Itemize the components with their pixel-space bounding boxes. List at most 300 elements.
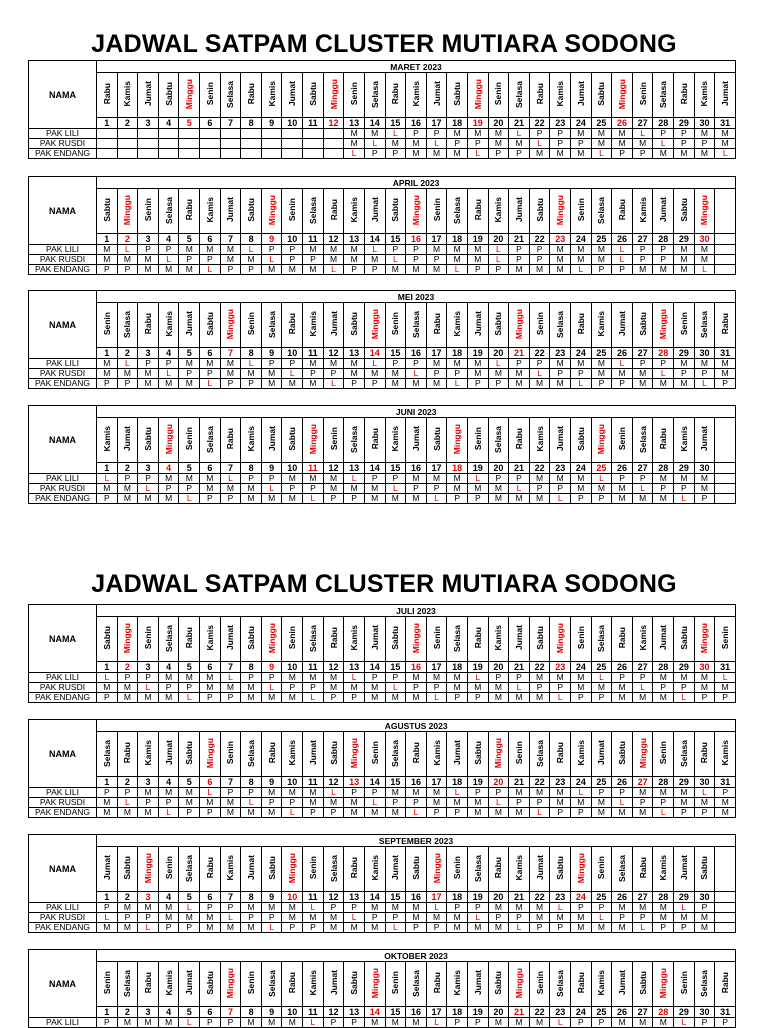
day-name-cell bbox=[529, 617, 550, 662]
date-cell: 19 bbox=[467, 1007, 488, 1018]
shift-cell: L bbox=[385, 255, 406, 265]
day-name: Senin bbox=[493, 82, 504, 106]
date-cell: 27 bbox=[632, 463, 653, 474]
guard-row bbox=[29, 788, 736, 798]
day-name: Senin bbox=[596, 856, 607, 880]
date-cell: 4 bbox=[158, 777, 179, 788]
shift-cell: P bbox=[694, 808, 715, 818]
day-name-cell bbox=[200, 732, 221, 777]
shift-cell: L bbox=[241, 798, 262, 808]
day-name-cell bbox=[447, 962, 468, 1007]
day-name: Senin bbox=[307, 856, 318, 880]
shift-cell: P bbox=[447, 808, 468, 818]
day-name: Senin bbox=[390, 312, 401, 336]
day-name-cell bbox=[550, 189, 571, 234]
guard-name: PAK ENDANG bbox=[29, 379, 97, 389]
shift-cell: L bbox=[220, 913, 241, 923]
day-name-cell bbox=[653, 73, 674, 118]
shift-cell: M bbox=[632, 903, 653, 913]
shift-cell: M bbox=[467, 255, 488, 265]
shift-cell: M bbox=[261, 1018, 282, 1028]
shift-cell: M bbox=[612, 139, 633, 149]
date-cell: 20 bbox=[488, 892, 509, 903]
date-cell: 31 bbox=[715, 348, 736, 359]
shift-cell: M bbox=[117, 923, 138, 933]
guard-name: PAK LILI bbox=[29, 359, 97, 369]
shift-cell: P bbox=[529, 359, 550, 369]
shift-cell: P bbox=[632, 913, 653, 923]
shift-cell: M bbox=[323, 673, 344, 683]
shift-cell: M bbox=[220, 798, 241, 808]
shift-cell: L bbox=[344, 474, 365, 484]
shift-cell: L bbox=[509, 129, 530, 139]
shift-cell: L bbox=[261, 923, 282, 933]
day-name: Jumat bbox=[287, 81, 298, 107]
day-name: Sabtu bbox=[493, 971, 504, 995]
day-name-cell bbox=[303, 847, 324, 892]
shift-cell: M bbox=[138, 788, 159, 798]
day-name-cell bbox=[261, 847, 282, 892]
shift-cell: P bbox=[653, 798, 674, 808]
date-cell: 23 bbox=[550, 118, 571, 129]
shift-cell: M bbox=[200, 245, 221, 255]
shift-cell bbox=[715, 265, 736, 275]
day-name-cell bbox=[323, 73, 344, 118]
day-name-cell bbox=[261, 303, 282, 348]
shift-cell: P bbox=[488, 149, 509, 159]
day-name: Jumat bbox=[184, 311, 195, 337]
shift-cell: M bbox=[406, 673, 427, 683]
day-name: Minggu bbox=[204, 737, 215, 769]
shift-cell: P bbox=[674, 129, 695, 139]
shift-cell: P bbox=[406, 923, 427, 933]
shift-cell: M bbox=[694, 484, 715, 494]
date-cell: 8 bbox=[241, 1007, 262, 1018]
shift-cell: M bbox=[488, 808, 509, 818]
shift-cell: M bbox=[179, 798, 200, 808]
shift-cell: M bbox=[426, 359, 447, 369]
shift-cell: M bbox=[426, 673, 447, 683]
shift-cell: M bbox=[220, 683, 241, 693]
day-name: Selasa bbox=[349, 425, 360, 453]
day-name: Senin bbox=[101, 312, 112, 336]
day-name-cell bbox=[323, 847, 344, 892]
day-name: Sabtu bbox=[143, 427, 154, 451]
date-cell: 7 bbox=[220, 234, 241, 245]
day-name-cell bbox=[550, 418, 571, 463]
shift-cell: M bbox=[200, 359, 221, 369]
date-cell: 12 bbox=[323, 1007, 344, 1018]
shift-cell: M bbox=[674, 149, 695, 159]
day-name: Minggu bbox=[225, 308, 236, 340]
date-cell: 1 bbox=[97, 777, 118, 788]
date-cell: 28 bbox=[653, 777, 674, 788]
shift-cell: P bbox=[261, 245, 282, 255]
day-name-cell bbox=[715, 962, 736, 1007]
day-name-cell bbox=[282, 732, 303, 777]
day-name: Sabtu bbox=[617, 741, 628, 765]
shift-cell: M bbox=[385, 1018, 406, 1028]
shift-cell: P bbox=[323, 693, 344, 703]
shift-cell: M bbox=[467, 359, 488, 369]
date-cell: 23 bbox=[550, 892, 571, 903]
day-name: Sabtu bbox=[534, 198, 545, 222]
shift-cell: P bbox=[571, 808, 592, 818]
day-name: Sabtu bbox=[204, 312, 215, 336]
date-cell: 9 bbox=[261, 118, 282, 129]
shift-cell: L bbox=[97, 673, 118, 683]
month-header: JULI 2023 bbox=[97, 605, 736, 617]
shift-cell: M bbox=[179, 245, 200, 255]
shift-cell: M bbox=[694, 255, 715, 265]
shift-cell: M bbox=[303, 798, 324, 808]
day-name: Kamis bbox=[493, 197, 504, 223]
day-name-cell bbox=[200, 189, 221, 234]
shift-cell bbox=[220, 149, 241, 159]
shift-cell: M bbox=[653, 474, 674, 484]
day-name-cell bbox=[550, 847, 571, 892]
shift-cell: P bbox=[406, 798, 427, 808]
day-name: Sabtu bbox=[246, 626, 257, 650]
shift-cell: M bbox=[488, 129, 509, 139]
shift-cell: M bbox=[447, 798, 468, 808]
date-cell: 8 bbox=[241, 892, 262, 903]
shift-cell: M bbox=[571, 798, 592, 808]
guard-row bbox=[29, 149, 736, 159]
shift-cell: P bbox=[344, 788, 365, 798]
shift-cell: M bbox=[529, 379, 550, 389]
shift-cell: P bbox=[406, 484, 427, 494]
date-cell: 29 bbox=[674, 1007, 695, 1018]
shift-cell: M bbox=[571, 255, 592, 265]
day-name-cell bbox=[158, 617, 179, 662]
shift-cell: L bbox=[612, 359, 633, 369]
shift-cell: M bbox=[344, 359, 365, 369]
shift-cell: P bbox=[385, 245, 406, 255]
day-name: Sabtu bbox=[699, 856, 710, 880]
shift-cell: L bbox=[612, 798, 633, 808]
date-cell: 6 bbox=[200, 118, 221, 129]
day-name-cell bbox=[612, 189, 633, 234]
day-name-cell bbox=[488, 847, 509, 892]
shift-cell: L bbox=[241, 359, 262, 369]
shift-cell: P bbox=[385, 913, 406, 923]
date-cell: 21 bbox=[509, 463, 530, 474]
shift-cell: P bbox=[303, 808, 324, 818]
shift-cell: M bbox=[97, 359, 118, 369]
date-cell: 1 bbox=[97, 1007, 118, 1018]
day-name-cell bbox=[323, 303, 344, 348]
shift-cell: P bbox=[632, 149, 653, 159]
nama-header: NAMA bbox=[29, 61, 97, 129]
day-name: Sabtu bbox=[307, 82, 318, 106]
day-name: Jumat bbox=[596, 740, 607, 766]
shift-cell: P bbox=[632, 359, 653, 369]
shift-cell bbox=[715, 474, 736, 484]
shift-cell: M bbox=[509, 379, 530, 389]
date-cell: 2 bbox=[117, 662, 138, 673]
shift-cell: M bbox=[632, 808, 653, 818]
shift-cell: M bbox=[653, 494, 674, 504]
shift-cell: P bbox=[467, 379, 488, 389]
shift-cell: M bbox=[200, 683, 221, 693]
date-cell: 5 bbox=[179, 118, 200, 129]
shift-cell: L bbox=[632, 484, 653, 494]
day-name: Kamis bbox=[122, 81, 133, 107]
shift-cell: P bbox=[364, 379, 385, 389]
day-name: Minggu bbox=[431, 852, 442, 884]
shift-cell: M bbox=[323, 913, 344, 923]
day-name: Kamis bbox=[225, 855, 236, 881]
shift-cell: M bbox=[632, 1018, 653, 1028]
day-name: Rabu bbox=[658, 428, 669, 450]
shift-cell: P bbox=[509, 474, 530, 484]
shift-cell: L bbox=[364, 359, 385, 369]
day-name: Selasa bbox=[225, 80, 236, 108]
shift-cell: M bbox=[158, 903, 179, 913]
shift-cell: P bbox=[241, 265, 262, 275]
shift-cell: P bbox=[488, 265, 509, 275]
day-name: Sabtu bbox=[349, 312, 360, 336]
guard-name: PAK ENDANG bbox=[29, 693, 97, 703]
shift-cell: M bbox=[200, 913, 221, 923]
day-name: Selasa bbox=[307, 196, 318, 224]
day-name-cell bbox=[117, 617, 138, 662]
date-cell bbox=[715, 463, 736, 474]
shift-cell: P bbox=[364, 913, 385, 923]
shift-cell: M bbox=[282, 788, 303, 798]
shift-cell: L bbox=[488, 245, 509, 255]
shift-cell: P bbox=[138, 673, 159, 683]
day-name: Kamis bbox=[678, 426, 689, 452]
day-name-cell bbox=[406, 189, 427, 234]
date-cell: 22 bbox=[529, 662, 550, 673]
day-name: Minggu bbox=[658, 308, 669, 340]
shift-cell: P bbox=[179, 484, 200, 494]
shift-cell: M bbox=[591, 923, 612, 933]
shift-cell: M bbox=[674, 379, 695, 389]
shift-cell: M bbox=[97, 484, 118, 494]
date-cell: 25 bbox=[591, 348, 612, 359]
shift-cell: P bbox=[97, 265, 118, 275]
day-name-cell bbox=[509, 189, 530, 234]
day-name: Rabu bbox=[204, 857, 215, 879]
guard-name: PAK LILI bbox=[29, 1018, 97, 1028]
shift-cell: P bbox=[529, 798, 550, 808]
date-cell: 26 bbox=[612, 463, 633, 474]
day-name-cell bbox=[426, 732, 447, 777]
date-cell: 20 bbox=[488, 777, 509, 788]
day-name: Jumat bbox=[101, 855, 112, 881]
shift-cell: P bbox=[364, 265, 385, 275]
shift-cell: L bbox=[426, 903, 447, 913]
date-cell: 7 bbox=[220, 662, 241, 673]
day-name: Rabu bbox=[328, 199, 339, 221]
shift-cell: M bbox=[261, 808, 282, 818]
day-name-cell bbox=[241, 73, 262, 118]
date-cell: 27 bbox=[632, 662, 653, 673]
shift-cell bbox=[323, 129, 344, 139]
shift-cell: P bbox=[467, 139, 488, 149]
date-cell: 22 bbox=[529, 463, 550, 474]
shift-cell: M bbox=[715, 369, 736, 379]
date-cell: 4 bbox=[158, 1007, 179, 1018]
shift-cell: L bbox=[138, 484, 159, 494]
shift-cell: L bbox=[509, 683, 530, 693]
day-name-cell bbox=[488, 418, 509, 463]
shift-cell: M bbox=[674, 245, 695, 255]
shift-cell: P bbox=[612, 673, 633, 683]
shift-cell: P bbox=[406, 683, 427, 693]
day-name-cell bbox=[385, 617, 406, 662]
guard-row bbox=[29, 923, 736, 933]
date-cell: 15 bbox=[385, 777, 406, 788]
schedule-table bbox=[28, 949, 736, 1028]
shift-cell: P bbox=[323, 369, 344, 379]
schedule-table bbox=[28, 604, 736, 703]
shift-cell: L bbox=[426, 1018, 447, 1028]
shift-cell: M bbox=[158, 788, 179, 798]
date-cell: 19 bbox=[467, 463, 488, 474]
shift-cell: M bbox=[509, 139, 530, 149]
shift-cell: P bbox=[220, 1018, 241, 1028]
date-cell: 30 bbox=[694, 348, 715, 359]
day-name: Jumat bbox=[658, 197, 669, 223]
shift-cell bbox=[282, 129, 303, 139]
shift-cell: M bbox=[303, 245, 324, 255]
shift-cell: M bbox=[488, 494, 509, 504]
shift-cell: P bbox=[653, 923, 674, 933]
day-name-cell bbox=[447, 303, 468, 348]
date-cell: 20 bbox=[488, 118, 509, 129]
shift-cell: M bbox=[117, 484, 138, 494]
shift-cell: P bbox=[715, 788, 736, 798]
shift-cell bbox=[117, 139, 138, 149]
date-cell: 13 bbox=[344, 234, 365, 245]
shift-cell: M bbox=[488, 1018, 509, 1028]
shift-cell bbox=[715, 903, 736, 913]
date-cell: 6 bbox=[200, 463, 221, 474]
shift-cell: M bbox=[632, 494, 653, 504]
shift-cell: L bbox=[158, 255, 179, 265]
shift-cell: M bbox=[509, 808, 530, 818]
day-name-cell bbox=[653, 189, 674, 234]
date-cell: 5 bbox=[179, 777, 200, 788]
shift-cell: P bbox=[591, 494, 612, 504]
date-cell: 24 bbox=[571, 463, 592, 474]
date-cell: 11 bbox=[303, 662, 324, 673]
day-name-cell bbox=[571, 303, 592, 348]
shift-cell: P bbox=[179, 923, 200, 933]
day-name-cell bbox=[529, 189, 550, 234]
day-name-cell bbox=[467, 418, 488, 463]
shift-cell: L bbox=[220, 474, 241, 484]
day-name: Selasa bbox=[658, 80, 669, 108]
day-name-cell bbox=[653, 962, 674, 1007]
day-name: Minggu bbox=[122, 622, 133, 654]
day-name-cell bbox=[158, 303, 179, 348]
shift-cell: M bbox=[447, 484, 468, 494]
shift-cell: M bbox=[179, 359, 200, 369]
day-name-cell bbox=[632, 303, 653, 348]
day-name-cell bbox=[117, 962, 138, 1007]
shift-cell: P bbox=[529, 245, 550, 255]
shift-cell bbox=[261, 139, 282, 149]
shift-cell: M bbox=[364, 693, 385, 703]
shift-cell: M bbox=[550, 149, 571, 159]
date-cell: 17 bbox=[426, 892, 447, 903]
date-cell: 23 bbox=[550, 234, 571, 245]
shift-cell: M bbox=[632, 788, 653, 798]
shift-cell: M bbox=[323, 359, 344, 369]
shift-cell: M bbox=[694, 923, 715, 933]
day-name: Selasa bbox=[328, 854, 339, 882]
date-cell: 20 bbox=[488, 234, 509, 245]
shift-cell: M bbox=[303, 673, 324, 683]
day-name-cell bbox=[323, 189, 344, 234]
shift-cell: M bbox=[529, 1018, 550, 1028]
nama-header: NAMA bbox=[29, 177, 97, 245]
shift-cell: M bbox=[612, 1018, 633, 1028]
shift-cell: M bbox=[612, 369, 633, 379]
shift-cell: L bbox=[97, 913, 118, 923]
day-name-cell bbox=[612, 303, 633, 348]
shift-cell: L bbox=[612, 255, 633, 265]
shift-cell: M bbox=[529, 673, 550, 683]
date-cell: 19 bbox=[467, 892, 488, 903]
shift-cell: L bbox=[550, 903, 571, 913]
date-cell: 19 bbox=[467, 662, 488, 673]
day-name-cell bbox=[406, 732, 427, 777]
shift-cell: M bbox=[97, 798, 118, 808]
day-name: Jumat bbox=[720, 81, 731, 107]
date-cell: 4 bbox=[158, 118, 179, 129]
date-cell: 2 bbox=[117, 463, 138, 474]
date-cell: 3 bbox=[138, 1007, 159, 1018]
date-cell: 29 bbox=[674, 234, 695, 245]
day-name: Selasa bbox=[184, 854, 195, 882]
shift-cell: M bbox=[364, 484, 385, 494]
day-name-cell bbox=[509, 962, 530, 1007]
day-name-cell bbox=[529, 418, 550, 463]
day-name-cell bbox=[323, 418, 344, 463]
day-name-cell bbox=[715, 73, 736, 118]
day-name-cell bbox=[591, 847, 612, 892]
guard-name: PAK RUSDI bbox=[29, 369, 97, 379]
shift-cell: L bbox=[509, 923, 530, 933]
day-name-cell bbox=[138, 418, 159, 463]
day-name-cell bbox=[674, 847, 695, 892]
shift-cell: P bbox=[158, 923, 179, 933]
shift-cell bbox=[261, 149, 282, 159]
shift-cell: P bbox=[591, 693, 612, 703]
shift-cell: M bbox=[488, 484, 509, 494]
date-cell: 6 bbox=[200, 662, 221, 673]
date-cell: 7 bbox=[220, 892, 241, 903]
date-cell: 20 bbox=[488, 348, 509, 359]
shift-cell: M bbox=[138, 693, 159, 703]
day-name: Minggu bbox=[617, 78, 628, 110]
day-name-cell bbox=[385, 732, 406, 777]
shift-cell: M bbox=[612, 484, 633, 494]
date-cell: 22 bbox=[529, 1007, 550, 1018]
shift-cell: P bbox=[97, 379, 118, 389]
shift-cell: M bbox=[241, 693, 262, 703]
shift-cell: P bbox=[612, 474, 633, 484]
day-name: Senin bbox=[431, 198, 442, 222]
day-name: Jumat bbox=[369, 197, 380, 223]
day-name: Jumat bbox=[513, 197, 524, 223]
